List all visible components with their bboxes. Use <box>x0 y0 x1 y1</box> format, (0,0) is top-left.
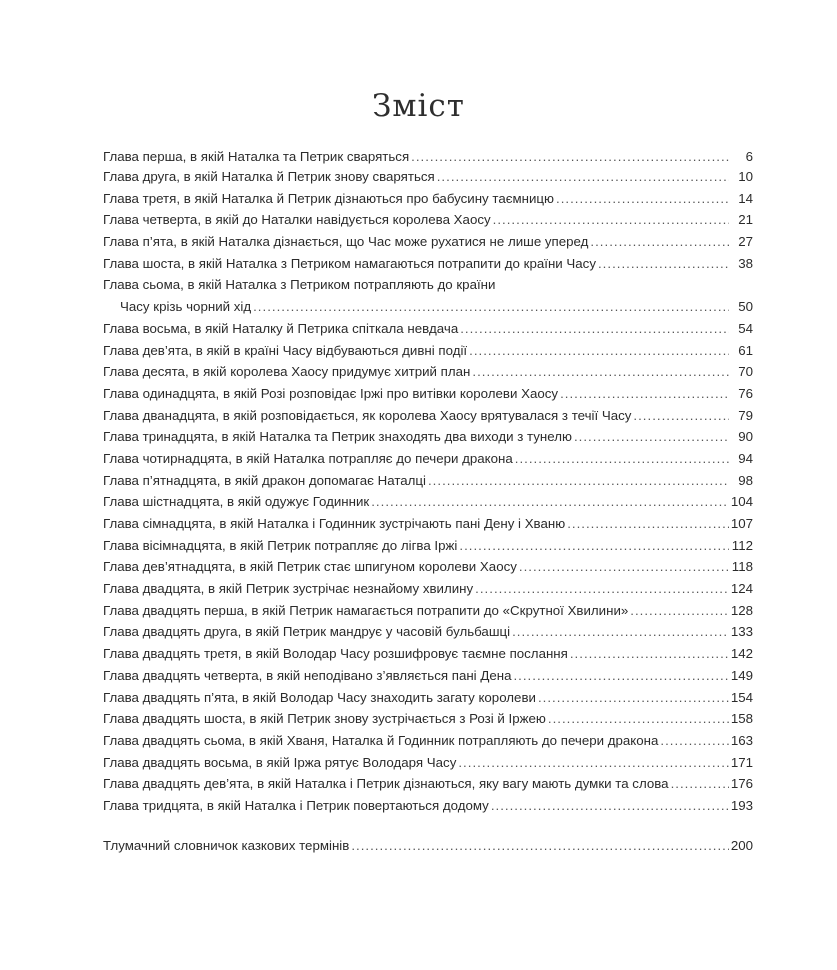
dot-leader <box>491 795 729 817</box>
entry-title: Глава двадцять сьома, в якій Хваня, Наталка й Годинник потрапляють до печери дракона <box>103 732 659 748</box>
entry-title: Глава двадцять четверта, в якій неподівано з’являється пані Дена <box>103 667 512 683</box>
dot-leader <box>556 188 729 210</box>
entry-title: Глава двадцять друга, в якій Петрик мандрує у часовій бульбашці <box>103 624 511 640</box>
toc-entry <box>103 188 753 210</box>
dot-leader <box>574 426 729 448</box>
toc-entry <box>103 752 753 774</box>
entry-title: Глава двадцять перша, в якій Петрик намагається потрапити до «Скрутної Хвилини» <box>103 602 629 618</box>
dot-leader <box>513 665 728 687</box>
entry-title: Глава двадцять восьма, в якій Іржа рятує Володаря Часу <box>103 754 457 770</box>
dot-leader <box>560 383 729 405</box>
dot-leader <box>460 318 729 340</box>
entry-title: Глава двадцять третя, в якій Володар Часу розшифровує таємне послання <box>103 646 568 662</box>
entry-title: Глава третя, в якій Наталка й Петрик дізнаються про бабусину таємницю <box>103 190 555 206</box>
page-number: 104 <box>730 494 753 510</box>
toc-entry <box>103 795 753 817</box>
toc-entry <box>103 426 753 448</box>
page-number: 107 <box>730 516 753 531</box>
page-number: 6 <box>745 149 753 164</box>
entry-title: Глава дев’ятнадцята, в якій Петрик стає шпигуном королеви Хаосу <box>103 559 517 575</box>
page-number: 142 <box>730 646 753 662</box>
page-number: 70 <box>738 364 753 380</box>
page-number: 94 <box>738 450 753 466</box>
page-number: 154 <box>730 689 753 705</box>
toc-entry <box>103 773 753 795</box>
page-number: 21 <box>738 212 753 228</box>
page-number: 79 <box>738 407 753 423</box>
toc-entry-continuation <box>103 296 753 318</box>
toc-entry <box>103 535 753 557</box>
dot-leader <box>437 166 729 188</box>
entry-title: Глава двадцята, в якій Петрик зустрічає незнайому хвилину <box>103 581 474 597</box>
entry-title: Глава п’ята, в якій Наталка дізнається, що Час може рухатися не лише уперед <box>103 234 589 250</box>
entry-title: Глава друга, в якій Наталка й Петрик знову сваряться <box>103 169 435 184</box>
entry-title: Глава сьома, в якій Наталка з Петриком потрапляють до країни <box>103 277 496 293</box>
dot-leader <box>458 752 728 774</box>
entry-title: Глава тридцята, в якій Наталка і Петрик повертаються додому <box>103 797 489 813</box>
page-number: 163 <box>730 732 753 748</box>
toc-entry <box>103 274 753 296</box>
entry-title: Глава сімнадцята, в якій Наталка і Годинник зустрічають пані Дену і Хваню <box>103 516 566 531</box>
entry-title: Глава тринадцята, в якій Наталка та Петрик знаходять два виходи з тунелю <box>103 429 572 445</box>
toc-entry <box>103 578 753 600</box>
dot-leader <box>512 621 729 643</box>
page-number: 90 <box>738 429 753 445</box>
toc-entry <box>103 147 753 166</box>
entry-title: Глава перша, в якій Наталка та Петрик сваряться <box>103 149 410 164</box>
page-number: 128 <box>730 602 753 618</box>
page-number: 50 <box>738 299 753 315</box>
toc-entry <box>103 600 753 622</box>
page-number: 133 <box>730 624 753 640</box>
dot-leader <box>570 643 729 665</box>
toc-entry <box>103 383 753 405</box>
entry-title: Глава вісімнадцята, в якій Петрик потрапляє до лігва Іржі <box>103 537 458 553</box>
entry-title: Глава четверта, в якій до Наталки навідується королева Хаосу <box>103 212 491 228</box>
page-number: 76 <box>738 385 753 401</box>
dot-leader <box>598 253 729 275</box>
page-number: 158 <box>730 711 753 727</box>
entry-title: Глава чотирнадцята, в якій Наталка потрапляє до печери дракона <box>103 450 513 466</box>
toc-entry <box>103 708 753 730</box>
entry-title: Глава восьма, в якій Наталку й Петрика спіткала невдача <box>103 320 459 336</box>
toc-entry <box>103 556 753 578</box>
page-number: 112 <box>731 537 753 553</box>
dot-leader <box>411 147 729 166</box>
page-number: 118 <box>731 559 753 575</box>
toc-entry <box>103 340 753 362</box>
dot-leader <box>428 470 729 492</box>
page-number: 61 <box>738 342 753 358</box>
dot-leader <box>253 296 729 318</box>
table-of-contents <box>103 147 753 856</box>
dot-leader <box>493 209 729 231</box>
toc-entry <box>103 491 753 513</box>
entry-title: Глава двадцять шоста, в якій Петрик знову зустрічається з Розі й Іржею <box>103 711 546 727</box>
entry-title: Глава п’ятнадцята, в якій дракон допомагає Наталці <box>103 472 426 488</box>
toc-entry <box>103 687 753 709</box>
toc-entry <box>103 209 753 231</box>
toc-entry <box>103 621 753 643</box>
toc-entry <box>103 730 753 752</box>
entry-title: Глава десята, в якій королева Хаосу придумує хитрий план <box>103 364 471 380</box>
page-number: 98 <box>738 472 753 488</box>
dot-leader <box>630 600 729 622</box>
page-number: 54 <box>738 320 753 336</box>
entry-title: Глава шістнадцята, в якій одужує Годинник <box>103 494 370 510</box>
page-number: 149 <box>730 667 753 683</box>
toc-entry <box>103 253 753 275</box>
dot-leader <box>475 578 729 600</box>
toc-entry <box>103 231 753 253</box>
dot-leader <box>351 835 729 857</box>
dot-leader <box>548 708 729 730</box>
page-number: 10 <box>738 169 753 184</box>
toc-entry-glossary <box>103 835 753 857</box>
dot-leader <box>660 730 728 752</box>
entry-title: Тлумачний словничок казкових термінів <box>103 837 350 853</box>
page-number: 200 <box>730 837 753 853</box>
dot-leader <box>633 405 729 427</box>
dot-leader <box>567 513 729 535</box>
entry-title: Глава дванадцята, в якій розповідається, як королева Хаосу врятувалася з течії Часу <box>103 407 632 423</box>
dot-leader <box>519 556 729 578</box>
entry-title: Глава двадцять п’ята, в якій Володар Часу знаходить загату королеви <box>103 689 536 705</box>
page-number: 14 <box>738 190 753 206</box>
entry-title: Глава одинадцята, в якій Розі розповідає Іржі про витівки королеви Хаосу <box>103 385 559 401</box>
page-number: 171 <box>730 754 753 770</box>
toc-entry <box>103 448 753 470</box>
dot-leader <box>671 773 729 795</box>
page-number: 124 <box>730 581 753 597</box>
entry-title: Глава шоста, в якій Наталка з Петриком намагаються потрапити до країни Часу <box>103 255 596 271</box>
entry-title-continuation: Часу крізь чорний хід <box>120 299 252 315</box>
toc-entry <box>103 665 753 687</box>
dot-leader <box>472 361 729 383</box>
page-number: 27 <box>738 234 753 250</box>
toc-entry <box>103 513 753 535</box>
toc-entry <box>103 318 753 340</box>
entry-title: Глава двадцять дев’ята, в якій Наталка і Петрик дізнаються, яку вагу мають думки та слова <box>103 776 669 792</box>
page-number: 176 <box>730 776 753 792</box>
toc-entry <box>103 166 753 188</box>
page-number: 193 <box>730 797 753 813</box>
dot-leader <box>538 687 729 709</box>
page-title: Зміст <box>372 88 465 124</box>
toc-entry <box>103 643 753 665</box>
toc-entry <box>103 470 753 492</box>
toc-entry <box>103 405 753 427</box>
dot-leader <box>515 448 729 470</box>
dot-leader <box>469 340 729 362</box>
toc-entry <box>103 361 753 383</box>
dot-leader <box>590 231 729 253</box>
dot-leader <box>371 491 729 513</box>
page-number: 38 <box>738 255 753 271</box>
section-spacer <box>103 817 753 835</box>
entry-title: Глава дев’ята, в якій в країні Часу відбуваються дивні події <box>103 342 468 358</box>
dot-leader <box>459 535 729 557</box>
